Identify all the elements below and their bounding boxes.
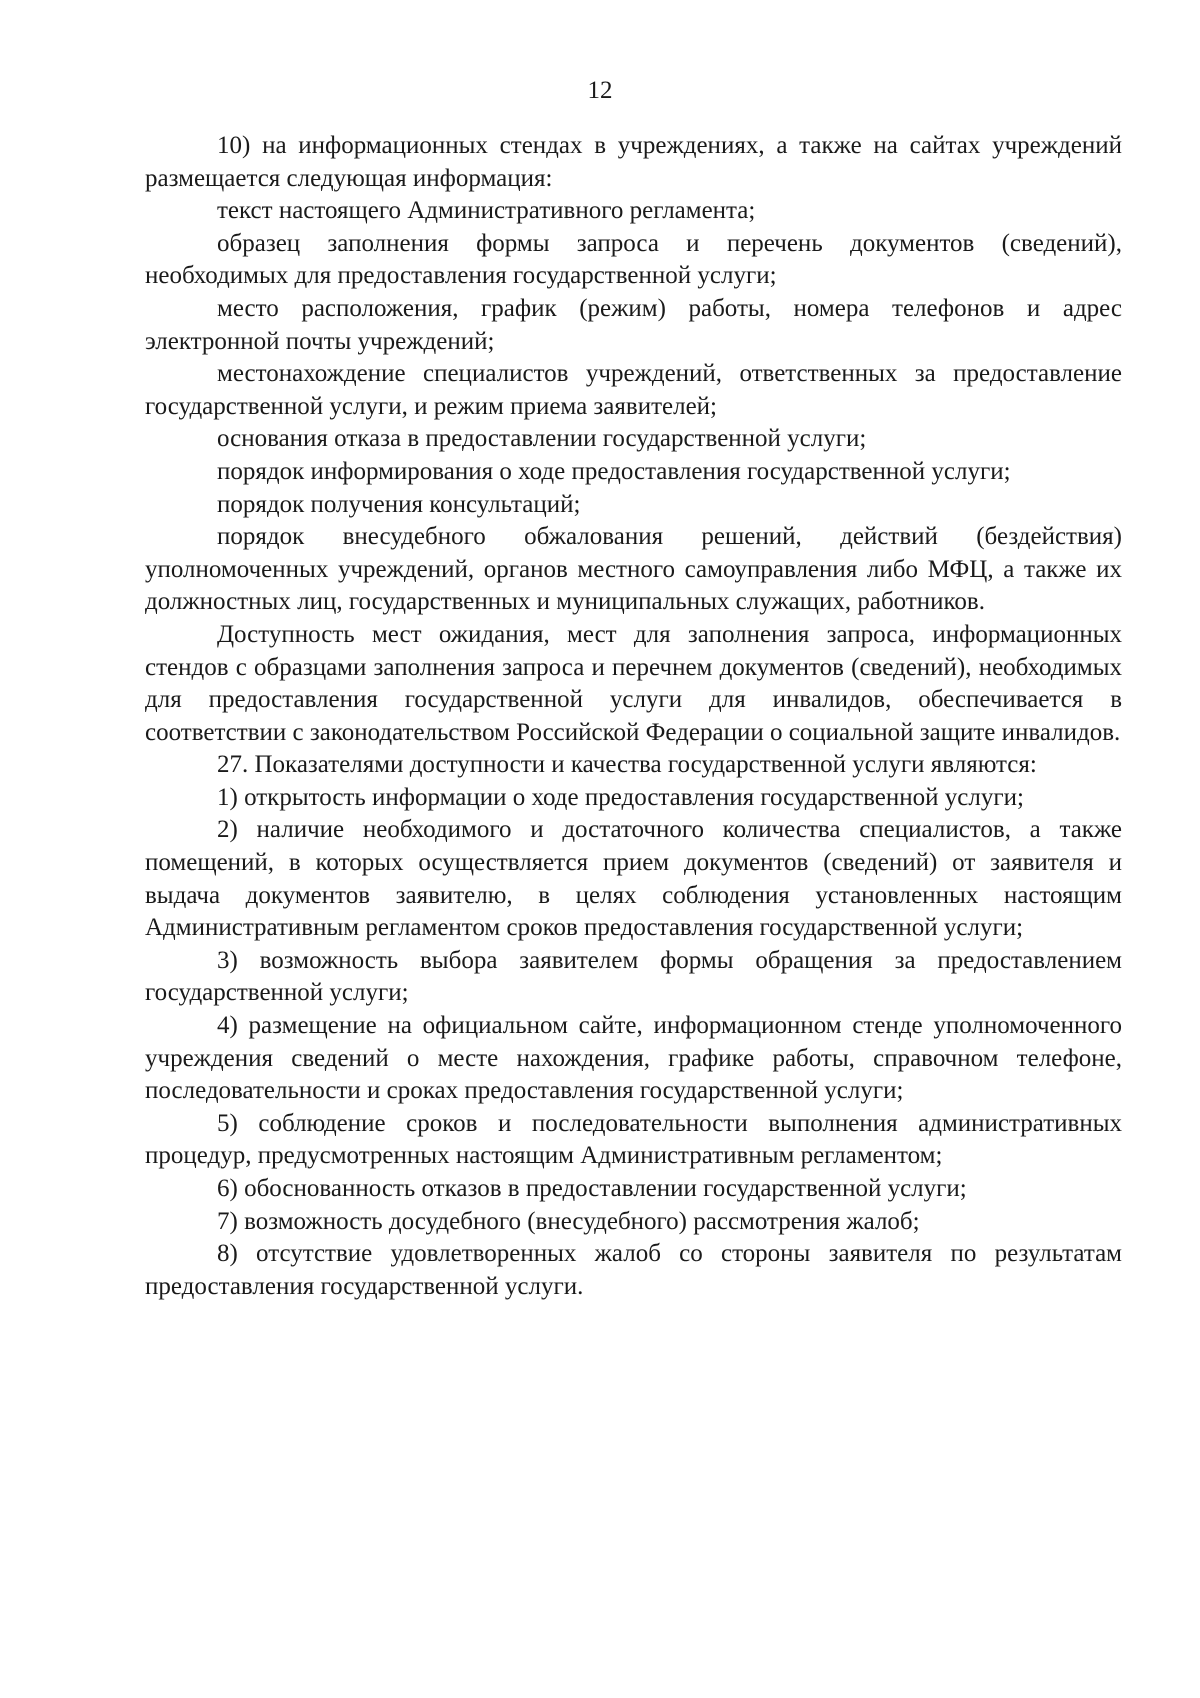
paragraph-location-schedule: место расположения, график (режим) работы, номера телефонов и адрес электронной почты учреждений; [145,294,1122,355]
paragraph-item-27: 27. Показателями доступности и качества государственной услуги являются: [217,751,1037,779]
document-body [145,130,1122,1303]
paragraph-refusal-grounds: основания отказа в предоставлении государственной услуги; [217,425,867,453]
paragraph-indicator-5: 5) соблюдение сроков и последовательности выполнения административных процедур, предусмотренных настоящим Административным регламентом; [145,1109,1122,1170]
paragraph-item-10: 10) на информационных стендах в учреждениях, а также на сайтах учреждений размещается следующая информация: [145,132,1122,192]
paragraph-indicator-2: 2) наличие необходимого и достаточного количества специалистов, а также помещений, в которых осуществляется прием документов (сведений) от заявителя и выдача документов заявителю, в целях соблюдения установленных настоящим Административным регламентом сроков предоставления государственной услуги; [145,816,1122,942]
paragraph-indicator-1: 1) открытость информации о ходе предоставления государственной услуги; [217,783,1024,811]
paragraph-indicator-6: 6) обоснованность отказов в предоставлении государственной услуги; [217,1175,967,1202]
paragraph-request-form-sample: образец заполнения формы запроса и перечень документов (сведений), необходимых для предоставления государственной услуги; [145,229,1122,290]
paragraph-specialists-location: местонахождение специалистов учреждений, ответственных за предоставление государственной услуги, и режим приема заявителей; [145,360,1122,420]
paragraph-accessibility: Доступность мест ожидания, мест для заполнения запроса, информационных стендов с образцами заполнения запроса и перечнем документов (сведений), необходимых для предоставления государственной услуги для инвалидов, обеспечивается в соответствии с законодательством Российской Федерации о социальной защите инвалидов. [145,620,1122,746]
paragraph-appeal-procedure: порядок внесудебного обжалования решений, действий (бездействия) уполномоченных учреждений, органов местного самоуправления либо МФЦ, а также их должностных лиц, государственных и муниципальных служащих, работников. [145,523,1122,616]
paragraph-informing-procedure: порядок информирования о ходе предоставления государственной услуги; [217,457,1011,485]
page-number: 12 [587,77,613,104]
paragraph-consultations: порядок получения консультаций; [217,490,581,518]
paragraph-indicator-4: 4) размещение на официальном сайте, информационном стенде уполномоченного учреждения сведений о месте нахождения, графике работы, справочном телефоне, последовательности и сроках предоставления государственной услуги; [145,1012,1122,1105]
paragraph-indicator-8: 8) отсутствие удовлетворенных жалоб со стороны заявителя по результатам предоставления государственной услуги. [145,1240,1122,1300]
paragraph-indicator-7: 7) возможность досудебного (внесудебного) рассмотрения жалоб; [217,1207,920,1235]
paragraph-regulation-text: текст настоящего Административного регламента; [217,197,756,225]
paragraph-indicator-3: 3) возможность выбора заявителем формы обращения за предоставлением государственной услуги; [145,946,1122,1007]
